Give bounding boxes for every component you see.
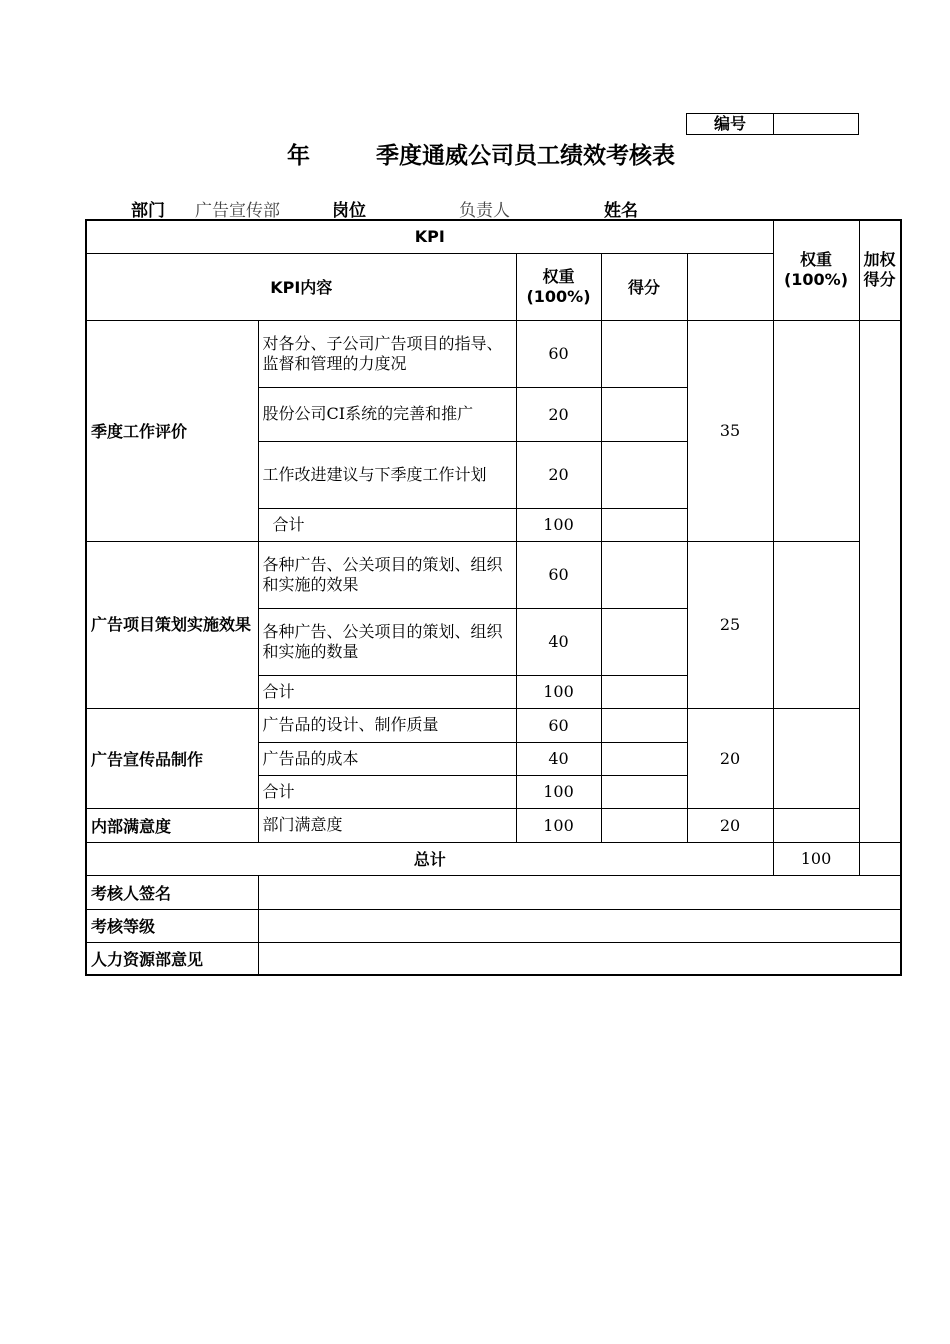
group-weighted-score-cell[interactable]: [773, 541, 859, 708]
name-label: 姓名: [604, 201, 638, 221]
kpi-subtotal-label: 合计: [258, 508, 516, 541]
kpi-score-cell[interactable]: [601, 541, 687, 608]
kpi-weight: 100: [516, 808, 601, 842]
kpi-content-header: KPI内容: [86, 253, 516, 320]
kpi-weight: 100: [516, 508, 601, 541]
hr-opinion-label: 人力资源部意见: [86, 942, 258, 975]
kpi-item: 工作改进建议与下季度工作计划: [258, 441, 516, 508]
kpi-item: 各种广告、公关项目的策划、组织和实施的数量: [258, 608, 516, 675]
kpi-item: 各种广告、公关项目的策划、组织和实施的效果: [258, 541, 516, 608]
kpi-item: 部门满意度: [258, 808, 516, 842]
kpi-weight: 60: [516, 708, 601, 742]
kpi-header: KPI: [86, 220, 773, 253]
group-weighted-score-cell[interactable]: [773, 708, 859, 808]
kpi-item: 广告品的设计、制作质量: [258, 708, 516, 742]
kpi-item: 股份公司CI系统的完善和推广: [258, 387, 516, 441]
kpi-table: [85, 219, 902, 976]
kpi-subtotal-label: 合计: [258, 675, 516, 708]
kpi-weight: 40: [516, 608, 601, 675]
group-weight: 25: [687, 541, 773, 708]
kpi-weight: 60: [516, 541, 601, 608]
kpi-item: 对各分、子公司广告项目的指导、监督和管理的力度况: [258, 320, 516, 387]
total-label: 总计: [86, 842, 773, 875]
kpi-score-cell[interactable]: [601, 775, 687, 808]
total-weight: 100: [773, 842, 859, 875]
weighted-score-header: 加权 得分: [859, 220, 901, 320]
serial-number-box: [686, 113, 859, 135]
position-value: 负责人: [459, 201, 510, 221]
kpi-item: 广告品的成本: [258, 742, 516, 775]
outer-weight-header: 权重 (100%): [773, 220, 859, 320]
grade-field[interactable]: [258, 909, 901, 942]
kpi-score-cell[interactable]: [601, 675, 687, 708]
group-name: 广告项目策划实施效果: [86, 541, 258, 708]
title-main: 季度通威公司员工绩效考核表: [376, 143, 675, 169]
total-weighted-score-cell[interactable]: [859, 842, 901, 875]
grade-label: 考核等级: [86, 909, 258, 942]
kpi-weight: 60: [516, 320, 601, 387]
hr-opinion-field[interactable]: [258, 942, 901, 975]
kpi-score-cell[interactable]: [601, 320, 687, 387]
score-header: 得分: [601, 253, 687, 320]
kpi-subtotal-label: 合计: [258, 775, 516, 808]
group-weight: 35: [687, 320, 773, 541]
group-weighted-score-cell[interactable]: [773, 808, 859, 842]
kpi-score-cell[interactable]: [601, 608, 687, 675]
weight-header: 权重 (100%): [516, 253, 601, 320]
kpi-weight: 100: [516, 775, 601, 808]
kpi-weight: 20: [516, 387, 601, 441]
group-weighted-score-cell[interactable]: [773, 320, 859, 541]
reviewer-sign-label: 考核人签名: [86, 875, 258, 909]
group-weight: 20: [687, 808, 773, 842]
serial-number-field[interactable]: [774, 114, 858, 134]
kpi-weight: 40: [516, 742, 601, 775]
kpi-score-cell[interactable]: [601, 387, 687, 441]
kpi-score-cell[interactable]: [601, 742, 687, 775]
kpi-weight: 100: [516, 675, 601, 708]
group-name: 内部满意度: [86, 808, 258, 842]
group-name: 季度工作评价: [86, 320, 258, 541]
reviewer-sign-field[interactable]: [258, 875, 901, 909]
group-weight: 20: [687, 708, 773, 808]
serial-number-label: 编号: [687, 114, 774, 134]
dept-value: 广告宣传部: [195, 201, 280, 221]
kpi-score-cell[interactable]: [601, 708, 687, 742]
position-label: 岗位: [332, 201, 366, 221]
title-year: 年: [287, 143, 310, 169]
kpi-score-cell[interactable]: [601, 441, 687, 508]
group-name: 广告宣传品制作: [86, 708, 258, 808]
dept-label: 部门: [131, 201, 165, 221]
kpi-score-cell[interactable]: [601, 508, 687, 541]
kpi-weight: 20: [516, 441, 601, 508]
kpi-score-cell[interactable]: [601, 808, 687, 842]
